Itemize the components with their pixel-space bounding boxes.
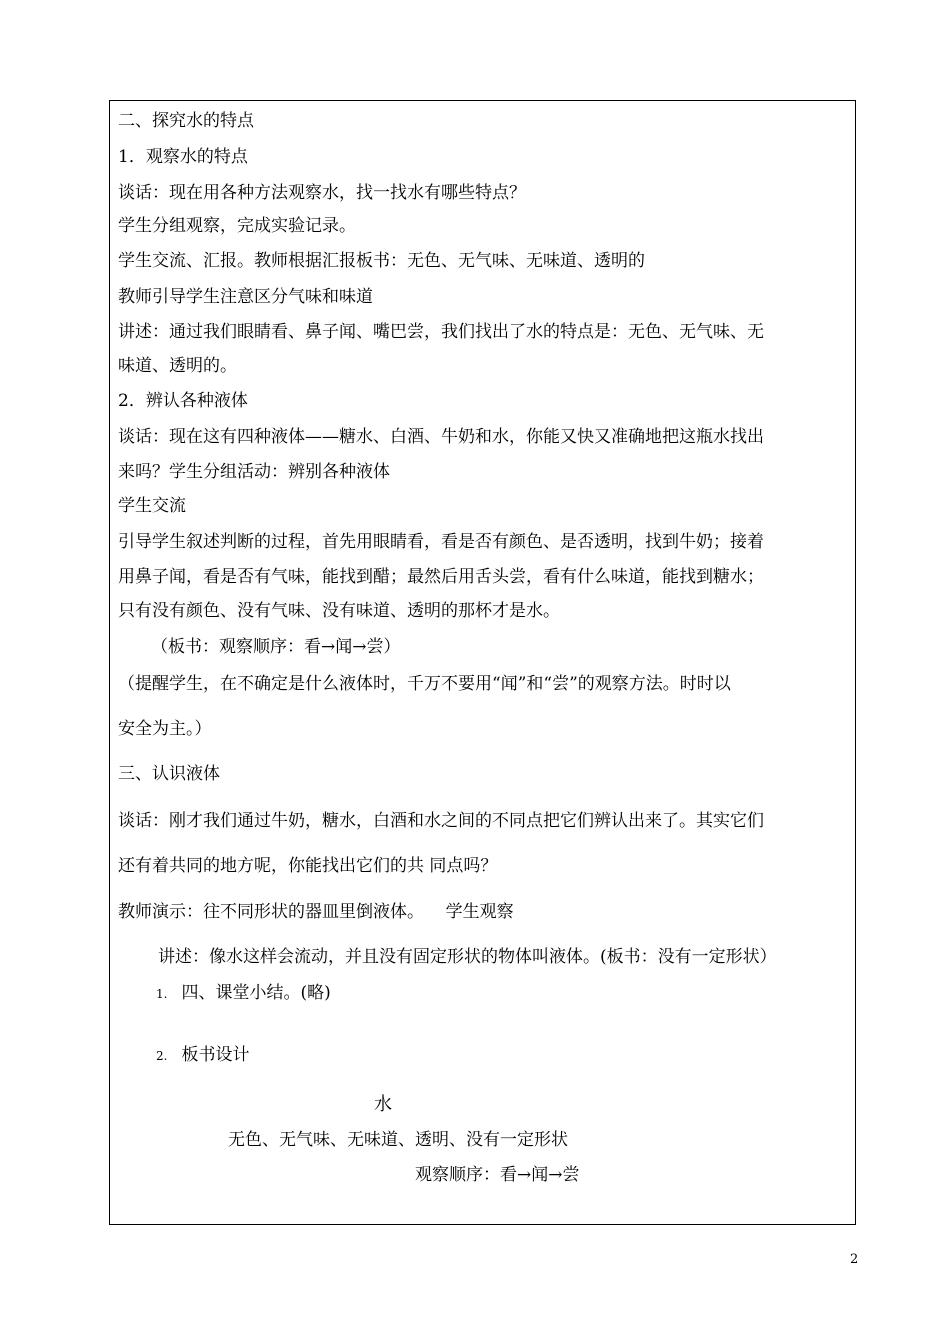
section-heading: 二、探究水的特点: [118, 111, 254, 131]
text-line: 用鼻子闻，看是否有气味，能找到醋；最然后用舌头尝，看有什么味道，能找到糖水；: [118, 567, 764, 587]
board-order: 观察顺序：看→闻→尝: [415, 1165, 580, 1185]
text-line: 讲述：像水这样会流动，并且没有固定形状的物体叫液体。(板书：没有一定形状）: [158, 947, 777, 967]
list-text: 四、课堂小结。(略): [181, 983, 331, 1003]
text-line: 讲述：通过我们眼睛看、鼻子闻、嘴巴尝，我们找出了水的特点是：无色、无气味、无: [118, 322, 764, 342]
text-line: 学生分组观察，完成实验记录。: [118, 216, 356, 236]
text-line: 安全为主。）: [118, 719, 212, 739]
text-line: 谈话：现在用各种方法观察水，找一找水有哪些特点？: [118, 183, 526, 203]
text-line: 教师引导学生注意区分气味和味道: [118, 287, 373, 307]
section-heading: 三、认识液体: [118, 764, 220, 784]
text-line: 学生交流: [118, 496, 186, 516]
text-line: 谈话：刚才我们通过牛奶，糖水，白酒和水之间的不同点把它们辨认出来了。其实它们: [118, 811, 764, 831]
text-line: 学生交流、汇报。教师根据汇报板书：无色、无气味、无味道、透明的: [118, 251, 645, 271]
text-line: （提醒学生，在不确定是什么液体时，千万不要用“闻”和“尝”的观察方法。时时以: [118, 674, 731, 694]
list-number: 2.: [156, 1049, 168, 1063]
text-line: 味道、透明的。: [118, 356, 237, 376]
subheading: 1．观察水的特点: [118, 147, 248, 167]
list-number: 1.: [156, 987, 168, 1001]
text-line: 教师演示：往不同形状的器皿里倒液体。 学生观察: [118, 902, 514, 922]
text-line: 还有着共同的地方呢，你能找出它们的共 同点吗？: [118, 856, 498, 876]
list-item: [156, 982, 331, 1005]
board-note: （板书：观察顺序：看→闻→尝）: [151, 637, 401, 657]
text-line: 来吗？学生分组活动：辨别各种液体: [118, 462, 390, 482]
board-features: 无色、无气味、无味道、透明、没有一定形状: [228, 1130, 568, 1150]
subheading: 2．辨认各种液体: [118, 391, 248, 411]
list-text: 板书设计: [181, 1045, 250, 1065]
text-line: 只有没有颜色、没有气味、没有味道、透明的那杯才是水。: [118, 601, 560, 621]
board-title: 水: [374, 1094, 392, 1115]
text-line: 引导学生叙述判断的过程，首先用眼睛看，看是否有颜色、是否透明，找到牛奶；接着: [118, 532, 764, 552]
list-item: [156, 1044, 249, 1067]
text-line: 谈话：现在这有四种液体——糖水、白酒、牛奶和水，你能又快又准确地把这瓶水找出: [118, 427, 764, 447]
page-number: 2: [850, 1252, 859, 1267]
